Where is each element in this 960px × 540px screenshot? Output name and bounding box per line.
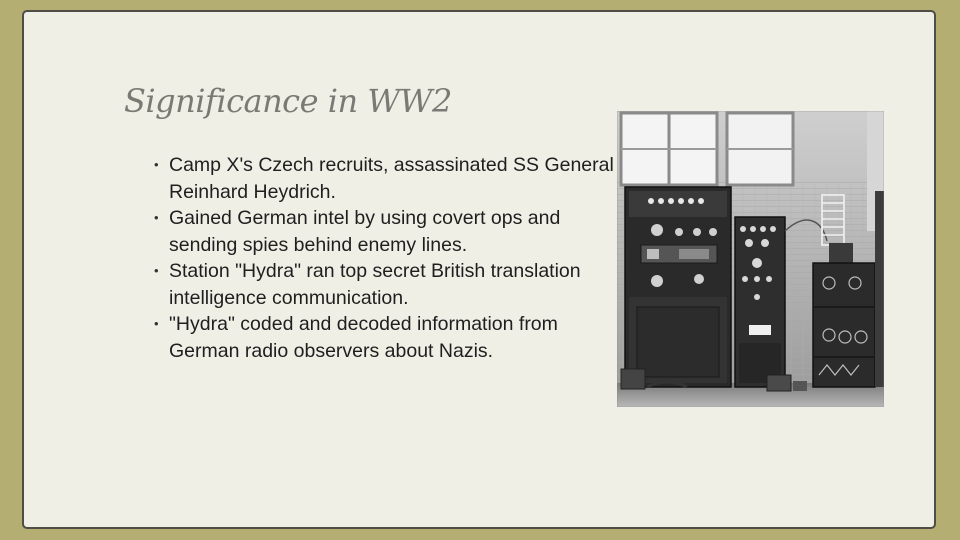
bullet-list: [154, 152, 614, 364]
radio-equipment-photo: [617, 111, 884, 407]
bullet-text: "Hydra" coded and decoded information from German radio observers about Nazis.: [169, 313, 558, 362]
slide-title: Significance in WW2: [124, 82, 452, 120]
bullet-text: Gained German intel by using covert ops and sending spies behind enemy lines.: [169, 207, 561, 256]
bullet-item: [154, 258, 614, 311]
bullet-dot: •: [154, 157, 159, 172]
bullet-item: [154, 205, 614, 258]
bullet-text: Station "Hydra" ran top secret British translation intelligence communication.: [169, 260, 581, 309]
bullet-text: Camp X's Czech recruits, assassinated SS General Reinhard Heydrich.: [169, 154, 614, 203]
bullet-dot: •: [154, 210, 159, 225]
bullet-dot: •: [154, 316, 159, 331]
bullet-item: [154, 152, 614, 205]
bullet-item: [154, 311, 614, 364]
bullet-dot: •: [154, 263, 159, 278]
slide: [22, 10, 936, 529]
